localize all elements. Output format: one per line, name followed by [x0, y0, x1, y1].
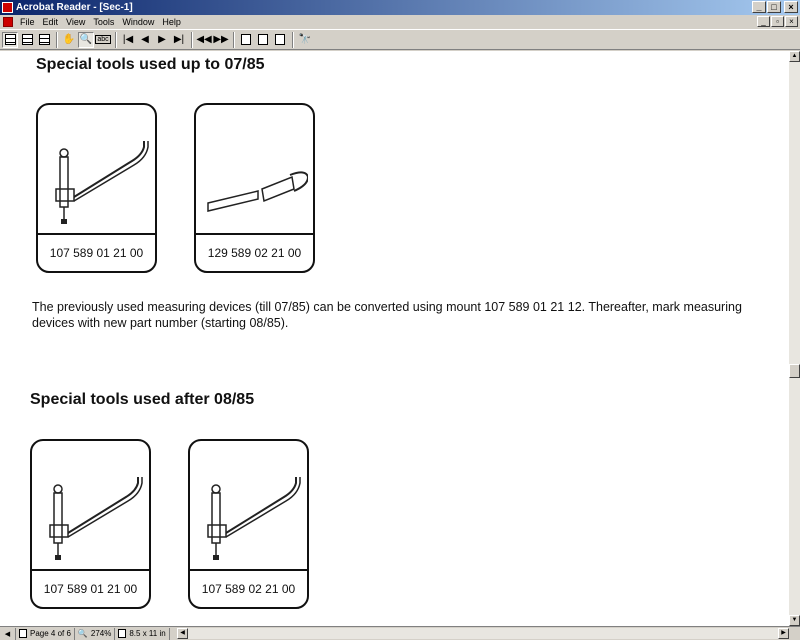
doc-restore-button[interactable]: ▫ — [771, 16, 784, 27]
go-forward-icon: ▶▶ — [213, 34, 229, 45]
toolbar-separator — [191, 32, 193, 48]
menu-bar — [0, 15, 800, 29]
card-divider — [38, 233, 155, 235]
thumbnails-button[interactable] — [36, 32, 52, 48]
tool-card — [30, 439, 151, 609]
part-number: 107 589 01 21 00 — [43, 582, 138, 596]
section-heading-before: Special tools used up to 07/85 — [36, 56, 265, 73]
vertical-scrollbar[interactable] — [789, 51, 800, 626]
window-title: Acrobat Reader - [Sec-1] — [16, 2, 133, 13]
go-forward-button[interactable] — [213, 32, 229, 48]
doc-minimize-button[interactable]: _ — [757, 16, 770, 27]
scroll-left-button[interactable]: ◀ — [177, 628, 188, 639]
fit-page-button[interactable] — [255, 32, 271, 48]
toolbar-separator — [56, 32, 58, 48]
next-page-icon: ▶ — [158, 34, 166, 45]
text-select-button[interactable] — [95, 32, 111, 48]
previous-page-icon: ◀ — [141, 34, 149, 45]
zoom-icon: 🔍 — [77, 629, 88, 638]
maximize-button[interactable]: □ — [767, 1, 781, 13]
toolbar-separator — [115, 32, 117, 48]
find-button[interactable] — [297, 32, 313, 48]
first-page-button[interactable] — [120, 32, 136, 48]
document-viewport[interactable] — [0, 51, 789, 626]
card-divider — [196, 233, 313, 235]
page-indicator[interactable] — [16, 628, 75, 640]
toolbar — [0, 29, 800, 50]
scroll-up-button[interactable]: ▲ — [789, 51, 800, 62]
zoom-value: 274% — [90, 629, 112, 638]
doc-close-button[interactable]: × — [785, 16, 798, 27]
toolbar-separator — [292, 32, 294, 48]
page-only-icon — [5, 34, 16, 45]
part-number: 107 589 01 21 00 — [49, 246, 144, 260]
actual-size-icon — [241, 34, 251, 45]
menu-file[interactable]: File — [20, 17, 35, 27]
menu-window[interactable]: Window — [122, 17, 155, 27]
bookmarks-button[interactable] — [19, 32, 35, 48]
part-number: 107 589 02 21 00 — [201, 582, 296, 596]
fit-width-button[interactable] — [272, 32, 288, 48]
card-divider — [32, 569, 149, 571]
horizontal-scrollbar[interactable] — [177, 628, 789, 639]
bookmarks-icon — [22, 34, 33, 45]
zoom-indicator[interactable] — [75, 628, 115, 640]
menu-tools[interactable]: Tools — [93, 17, 115, 27]
page-icon — [19, 629, 27, 638]
card-divider — [190, 569, 307, 571]
minimize-button[interactable]: _ — [752, 1, 766, 13]
close-button[interactable]: × — [784, 1, 798, 13]
left-arrow-icon: ◀ — [4, 630, 11, 638]
section-heading-after: Special tools used after 08/85 — [30, 391, 255, 408]
measuring-device-icon — [46, 119, 150, 227]
zoom-tool-button[interactable] — [78, 32, 94, 48]
measuring-device-icon — [40, 455, 144, 563]
first-page-icon: |◀ — [122, 34, 134, 45]
scroll-right-button[interactable]: ▶ — [778, 628, 789, 639]
menu-edit[interactable]: Edit — [42, 17, 59, 27]
page-only-button[interactable] — [2, 32, 18, 48]
last-page-button[interactable] — [171, 32, 187, 48]
scroll-thumb[interactable] — [789, 364, 800, 378]
title-bar[interactable] — [0, 0, 800, 15]
fit-width-icon — [275, 34, 285, 45]
tube-tool-icon — [204, 119, 308, 227]
hand-tool-button[interactable] — [61, 32, 77, 48]
toolbar-separator — [233, 32, 235, 48]
fit-page-icon — [258, 34, 268, 45]
menu-view[interactable]: View — [66, 17, 86, 27]
menu-help[interactable]: Help — [162, 17, 181, 27]
go-back-icon: ◀◀ — [196, 34, 212, 45]
hand-icon: ✋ — [62, 34, 76, 45]
status-prev-page-button[interactable] — [0, 628, 16, 640]
page-size-value: 8.5 x 11 in — [129, 629, 166, 638]
magnifier-icon: 🔍 — [79, 34, 93, 45]
page-size-indicator — [115, 628, 169, 640]
document-icon[interactable] — [3, 17, 13, 27]
tool-card — [36, 103, 157, 273]
page-size-icon — [118, 629, 126, 638]
scroll-down-button[interactable]: ▼ — [789, 615, 800, 626]
last-page-icon: ▶| — [173, 34, 185, 45]
actual-size-button[interactable] — [238, 32, 254, 48]
page-number-text: Page 4 of 6 — [30, 629, 71, 638]
acrobat-icon — [2, 2, 13, 13]
measuring-device-icon — [198, 455, 302, 563]
binoculars-icon: 🔭 — [298, 34, 312, 45]
text-select-icon: abc — [97, 36, 109, 43]
next-page-button[interactable] — [154, 32, 170, 48]
status-bar — [0, 626, 800, 640]
previous-page-button[interactable] — [137, 32, 153, 48]
part-number: 129 589 02 21 00 — [207, 246, 302, 260]
tool-card — [188, 439, 309, 609]
go-back-button[interactable] — [196, 32, 212, 48]
conversion-note: The previously used measuring devices (till 07/85) can be converted using mount 107 589 01 21 12. Thereafter, mark measuring devices with new part number (starting 08/85). — [32, 300, 742, 330]
tool-card — [194, 103, 315, 273]
thumbnails-icon — [39, 34, 50, 45]
